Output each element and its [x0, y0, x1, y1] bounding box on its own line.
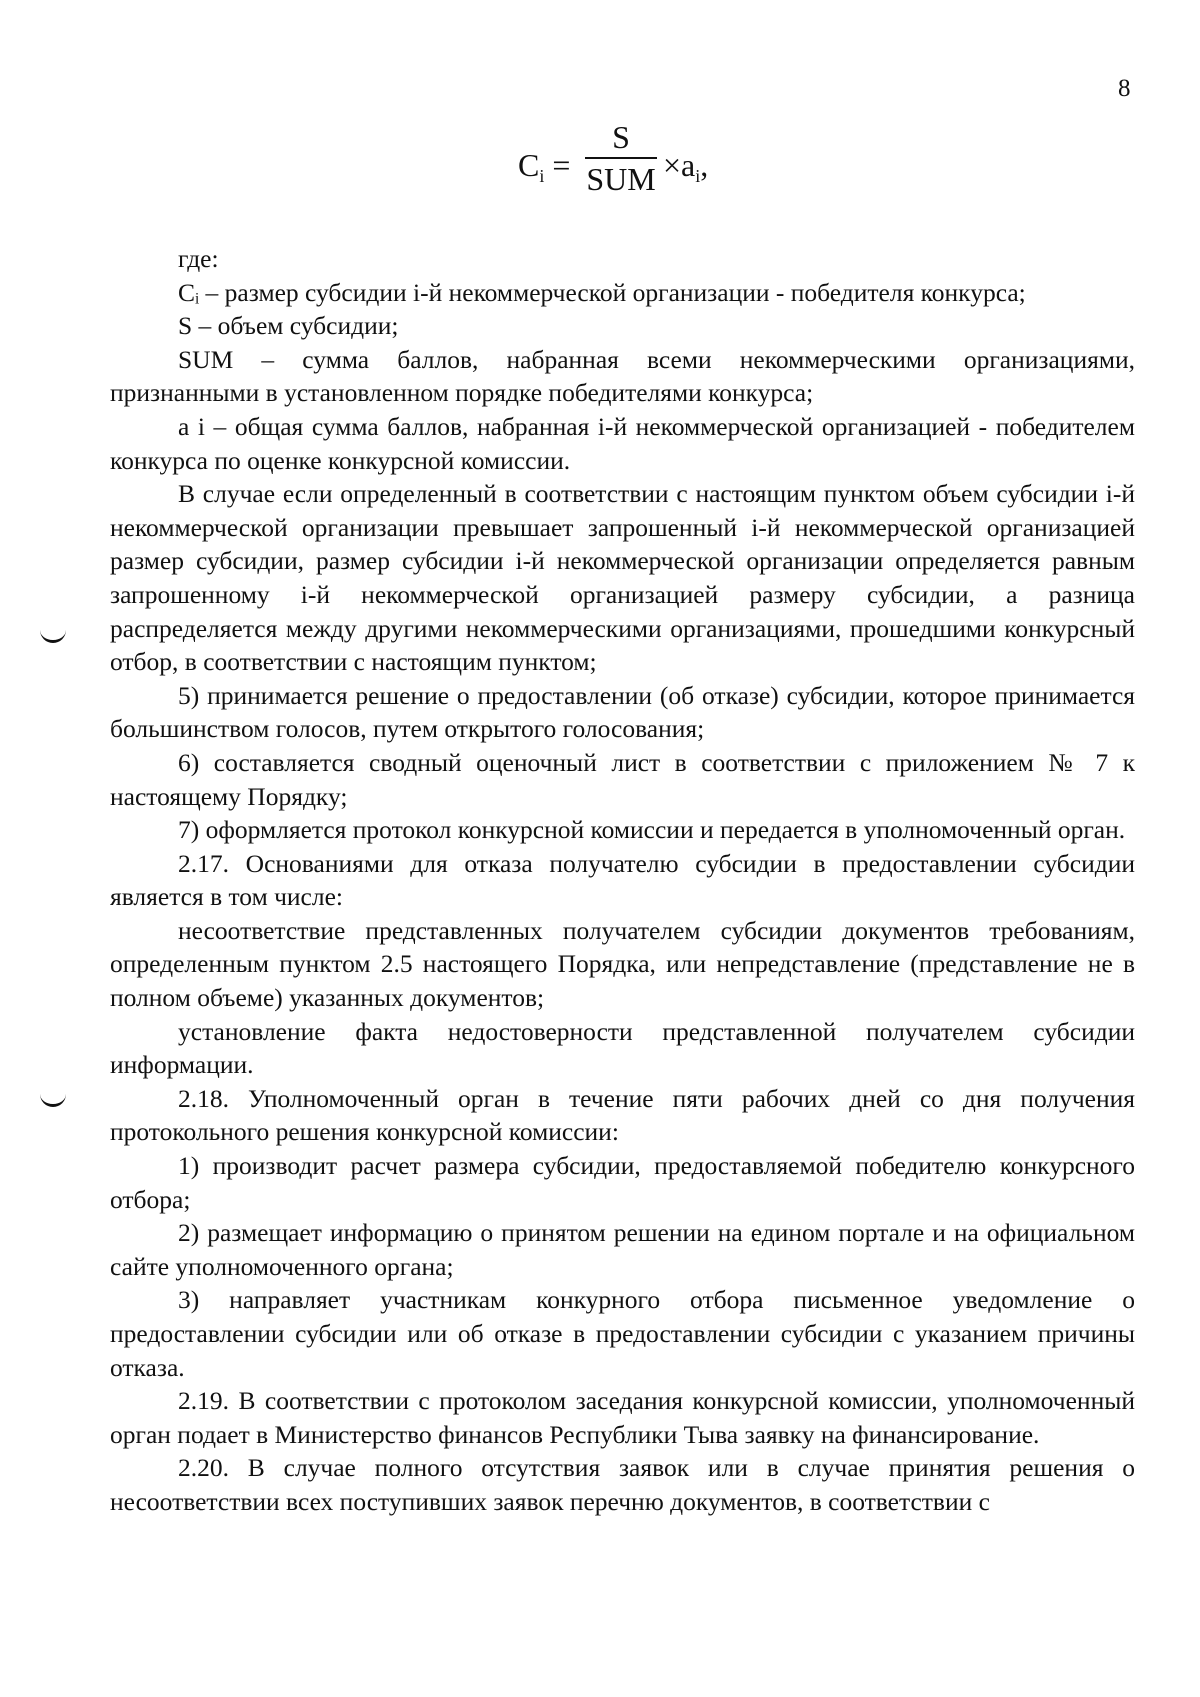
formula-equals: = [552, 147, 571, 183]
margin-pen-mark [40, 628, 66, 643]
paragraph-item-6: 6) составляется сводный оценочный лист в соответствии с приложением № 7 к настоящему Порядку; [110, 747, 1135, 811]
formula-denominator: SUM [586, 161, 656, 197]
paragraph-2-18-item-3: 3) направляет участникам конкурного отбора письменное уведомление о предоставлении субсидии или об отказе в предоставлении субсидии с указанием причины отказа. [110, 1285, 1135, 1382]
paragraph-2-18-item-1: 1) производит расчет размера субсидии, предоставляемой победителю конкурсного отбора; [110, 1151, 1135, 1214]
paragraph-refusal-reason-2: установление факта недостоверности представленной получателем субсидии информации. [110, 1016, 1135, 1080]
paragraph-2-18: 2.18. Уполномоченный орган в течение пяти рабочих дней со дня получения протокольного решения конкурсной комиссии: [110, 1083, 1135, 1147]
formula-lhs-variable: C [518, 147, 540, 183]
paragraph-2-18-item-2: 2) размещает информацию о принятом решении на едином портале и на официальном сайте уполномоченного органа; [110, 1218, 1135, 1281]
formula-lhs [518, 147, 570, 187]
formula-fraction [585, 117, 657, 199]
paragraph-where: где: [178, 244, 219, 273]
paragraph-definition-s: S – объем субсидии; [178, 311, 399, 341]
paragraph-excess-case: В случае если определенный в соответствии с настоящим пунктом объем субсидии i-й некоммерческой организации превышает запрошенный i-й некоммерческой организацией размер субсидии, размер субсидии i-й некоммерческой организации определяется равным запрошенному i-й некоммерческой организацией размеру субсидии, а разница распределяется между другими некоммерческими организациями, прошедшими конкурсный отбор, в соответствии с настоящим пунктом; [110, 479, 1135, 677]
margin-pen-mark [40, 1092, 66, 1107]
formula-lhs-subscript: i [539, 166, 545, 186]
paragraph-2-19: 2.19. В соответствии с протоколом заседания конкурсной комиссии, уполномоченный орган подает в Министерство финансов Республики Тыва заявку на финансирование. [110, 1386, 1135, 1449]
page-number: 8 [1118, 75, 1131, 102]
paragraph-definition-ci: Cᵢ – размер субсидии i-й некоммерческой организации - победителя конкурса; [178, 277, 1026, 307]
formula-rhs [663, 147, 708, 187]
paragraph-refusal-reason-1: несоответствие представленных получателем субсидии документов требованиям, определенным пунктом 2.5 настоящего Порядка, или непредставление (представление не в полном объеме) указанных документов; [110, 915, 1135, 1013]
paragraph-definition-ai: a i – общая сумма баллов, набранная i-й некоммерческой организацией - победителем конкурса по оценке конкурсной комиссии. [110, 411, 1135, 475]
paragraph-2-17: 2.17. Основаниями для отказа получателю субсидии в предоставлении субсидии является в том числе: [110, 848, 1135, 912]
subsidy-formula [0, 117, 1200, 217]
paragraph-definition-sum: SUM – сумма баллов, набранная всеми некоммерческими организациями, признанными в установленном порядке победителями конкурса; [110, 344, 1135, 408]
formula-multiplier-subscript: i [695, 166, 701, 186]
paragraph-item-5: 5) принимается решение о предоставлении (об отказе) субсидии, которое принимается большинством голосов, путем открытого голосования; [110, 680, 1135, 744]
document-body [110, 242, 1135, 1519]
formula-trailing-comma: , [700, 147, 709, 183]
formula-numerator: S [585, 117, 657, 159]
formula-multiplier: ×a [663, 147, 696, 183]
paragraph-2-20: 2.20. В случае полного отсутствия заявок или в случае принятия решения о несоответствии всех поступивших заявок перечню документов, в соответствии с [110, 1453, 1135, 1516]
paragraph-item-7: 7) оформляется протокол конкурсной комиссии и передается в уполномоченный орган. [178, 815, 1126, 845]
